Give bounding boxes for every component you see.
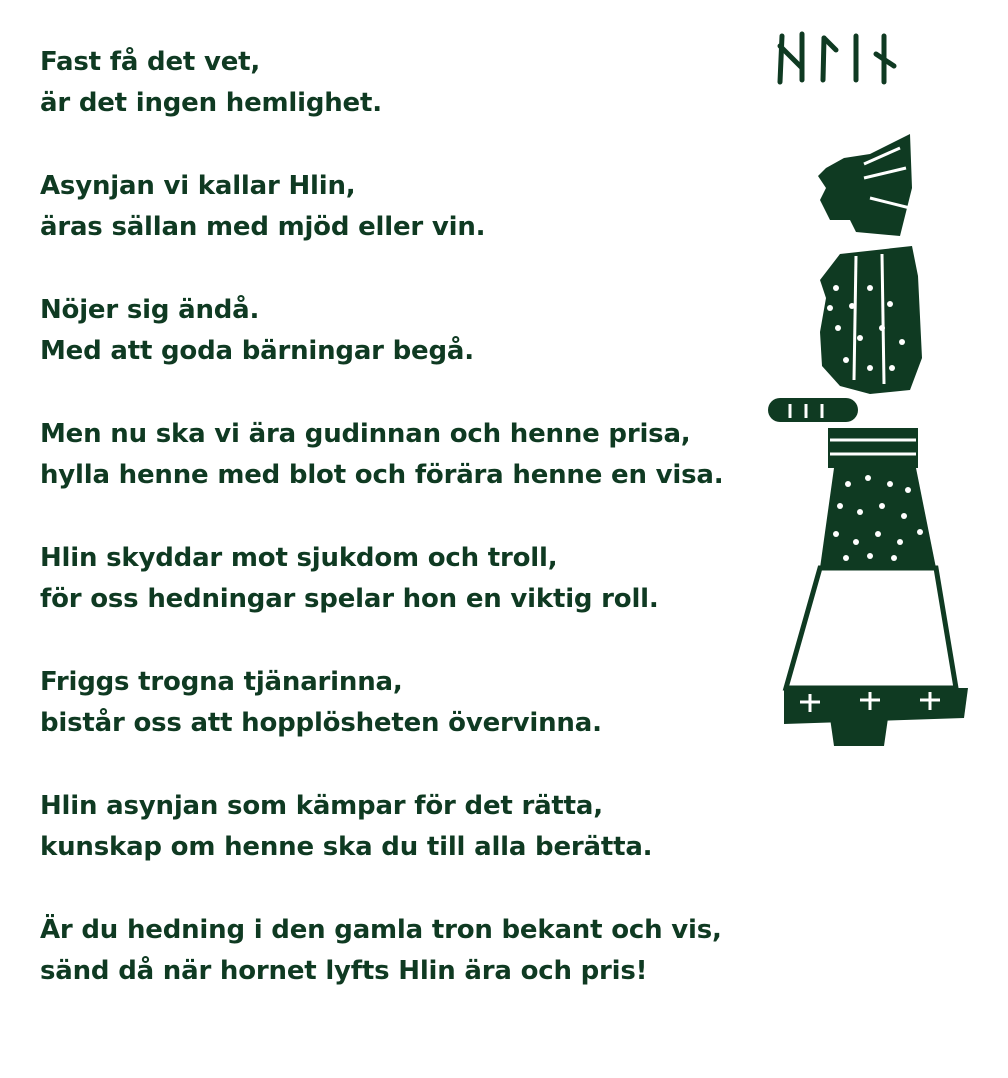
poem-line: Friggs trogna tjänarinna, [40, 667, 403, 697]
stanza-4 [40, 414, 760, 496]
poem-line: kunskap om henne ska du till alla berätta. [40, 832, 653, 862]
goddess-figure-illustration [760, 128, 972, 753]
poem [40, 42, 760, 1034]
stanza-7 [40, 786, 760, 868]
stanza-1 [40, 42, 760, 124]
poem-line: Hlin skyddar mot sjukdom och troll, [40, 543, 558, 573]
poem-line: för oss hedningar spelar hon en viktig roll. [40, 584, 659, 614]
stanza-3 [40, 290, 760, 372]
poem-line: äras sällan med mjöd eller vin. [40, 212, 486, 242]
stanza-6 [40, 662, 760, 744]
poem-line: Asynjan vi kallar Hlin, [40, 171, 356, 201]
stanza-5 [40, 538, 760, 620]
poem-line: är det ingen hemlighet. [40, 88, 382, 118]
poem-line: Med att goda bärningar begå. [40, 336, 474, 366]
poem-line: Nöjer sig ändå. [40, 295, 260, 325]
poem-line: Hlin asynjan som kämpar för det rätta, [40, 791, 603, 821]
poem-line: bistår oss att hopplösheten övervinna. [40, 708, 602, 738]
stanza-8 [40, 910, 760, 992]
poem-line: sänd då när hornet lyfts Hlin ära och pris! [40, 956, 648, 986]
poem-line: Är du hedning i den gamla tron bekant och vis, [40, 915, 722, 945]
stanza-2 [40, 166, 760, 248]
poem-line: hylla henne med blot och förära henne en visa. [40, 460, 724, 490]
rune-inscription [772, 28, 912, 92]
poem-line: Men nu ska vi ära gudinnan och henne prisa, [40, 419, 691, 449]
poem-line: Fast få det vet, [40, 47, 261, 77]
